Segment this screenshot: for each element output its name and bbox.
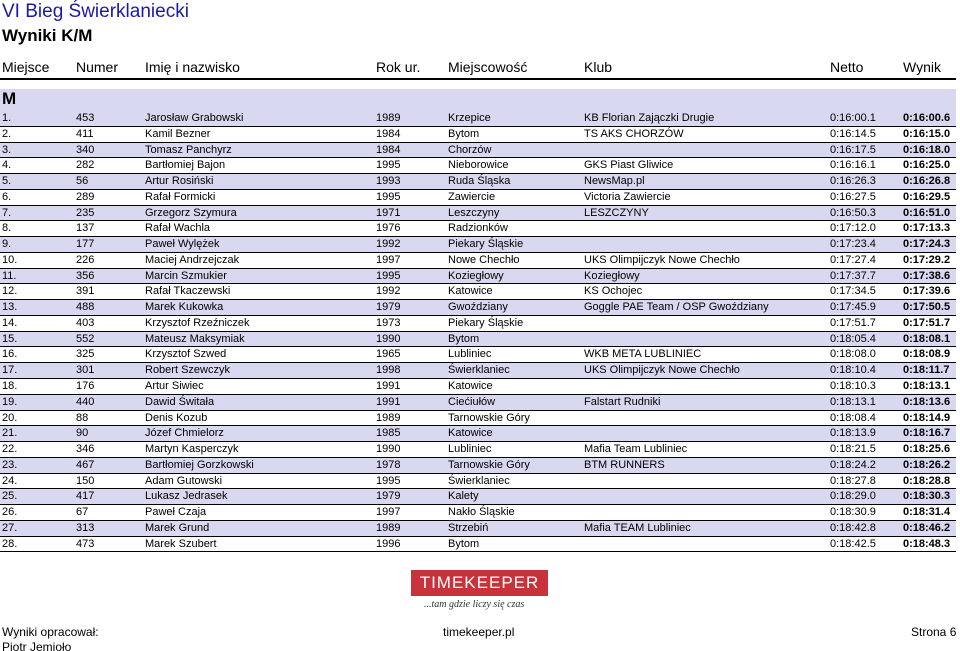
cell-netto: 0:16:17.5 (830, 143, 876, 156)
cell-place: 27. (2, 521, 18, 534)
cell-year: 1990 (376, 443, 401, 456)
cell-club: Mafia TEAM Lubliniec (584, 521, 691, 534)
cell-result: 0:17:38.6 (903, 269, 951, 282)
cell-city: Świerklaniec (448, 474, 510, 487)
cell-place: 18. (2, 380, 18, 393)
footer-site-link[interactable]: timekeeper.pl (443, 625, 515, 639)
cell-netto: 0:18:30.9 (830, 506, 876, 519)
cell-place: 16. (2, 348, 18, 361)
cell-netto: 0:17:51.7 (830, 316, 876, 329)
cell-place: 24. (2, 474, 18, 487)
header-divider (0, 78, 956, 80)
page-title: VI Bieg Świerklaniecki (2, 1, 189, 22)
cell-number: 391 (76, 285, 95, 298)
table-row (0, 474, 956, 490)
cell-number: 56 (76, 175, 89, 188)
table-row (0, 363, 956, 379)
cell-number: 313 (76, 521, 95, 534)
cell-city: Świerklaniec (448, 364, 510, 377)
table-row (0, 284, 956, 300)
cell-netto: 0:18:42.8 (830, 521, 876, 534)
cell-netto: 0:17:12.0 (830, 222, 876, 235)
cell-city: Chorzów (448, 143, 492, 156)
cell-result: 0:17:51.7 (903, 316, 951, 329)
cell-netto: 0:17:23.4 (830, 238, 876, 251)
cell-club: KB Florian Zajączki Drugie (584, 112, 715, 124)
table-row (0, 442, 956, 458)
cell-city: Katowice (448, 380, 493, 393)
cell-result: 0:18:11.7 (903, 364, 950, 377)
table-row (0, 395, 956, 411)
cell-place: 4. (2, 159, 12, 172)
cell-city: Leszczyny (448, 206, 500, 219)
cell-netto: 0:18:08.0 (830, 348, 876, 361)
cell-netto: 0:18:21.5 (830, 443, 876, 456)
logo-tagline: ...tam gdzie liczy się czas (424, 599, 525, 610)
cell-place: 28. (2, 537, 18, 550)
table-row (0, 158, 956, 174)
cell-name: Denis Kozub (145, 411, 208, 424)
cell-city: Tarnowskie Góry (448, 458, 530, 471)
cell-place: 15. (2, 332, 18, 345)
col-header-year: Rok ur. (376, 59, 421, 75)
cell-place: 12. (2, 285, 18, 298)
cell-place: 19. (2, 395, 18, 408)
cell-number: 346 (76, 443, 95, 456)
cell-place: 3. (2, 143, 12, 156)
cell-netto: 0:18:05.4 (830, 332, 876, 345)
table-row (0, 347, 956, 363)
cell-number: 403 (76, 316, 95, 329)
cell-city: Piekary Śląskie (448, 238, 524, 251)
cell-result: 0:17:39.6 (903, 285, 951, 298)
cell-netto: 0:18:10.4 (830, 364, 876, 377)
cell-number: 177 (76, 238, 95, 251)
cell-name: Paweł Czaja (145, 506, 207, 519)
col-header-netto: Netto (830, 59, 864, 75)
cell-city: Koziegłowy (448, 269, 504, 282)
cell-name: Józef Chmielorz (145, 427, 224, 440)
cell-club: NewsMap.pl (584, 175, 645, 188)
cell-city: Kalety (448, 490, 479, 503)
col-header-club: Klub (584, 59, 613, 75)
cell-netto: 0:16:50.3 (830, 206, 876, 219)
cell-club: Victoria Zawiercie (584, 190, 671, 203)
cell-number: 417 (76, 490, 95, 503)
table-row (0, 206, 956, 222)
cell-result: 0:16:26.8 (903, 175, 951, 188)
results-table (0, 111, 956, 552)
cell-number: 67 (76, 506, 89, 519)
cell-number: 282 (76, 159, 95, 172)
cell-year: 1965 (376, 348, 401, 361)
cell-city: Katowice (448, 427, 493, 440)
cell-city: Ciećiułów (448, 395, 496, 408)
cell-result: 0:18:46.2 (903, 521, 951, 534)
cell-number: 137 (76, 222, 95, 235)
cell-year: 1973 (376, 316, 401, 329)
col-header-city: Miejscowość (448, 59, 528, 75)
cell-result: 0:18:14.9 (903, 411, 951, 424)
table-row (0, 300, 956, 316)
table-row (0, 411, 956, 427)
cell-city: Katowice (448, 285, 493, 298)
table-row (0, 111, 956, 127)
cell-year: 1991 (376, 380, 401, 393)
cell-year: 1995 (376, 190, 401, 203)
cell-place: 7. (2, 206, 12, 219)
cell-place: 10. (2, 253, 18, 266)
cell-name: Jarosław Grabowski (145, 112, 244, 124)
cell-number: 88 (76, 411, 89, 424)
cell-city: Nieborowice (448, 159, 509, 172)
cell-number: 473 (76, 537, 95, 550)
col-header-name: Imię i nazwisko (145, 59, 240, 75)
cell-year: 1992 (376, 285, 401, 298)
cell-result: 0:17:24.3 (903, 238, 951, 251)
cell-result: 0:18:08.1 (903, 332, 951, 345)
cell-year: 1993 (376, 175, 401, 188)
table-row (0, 253, 956, 269)
cell-year: 1997 (376, 253, 401, 266)
cell-result: 0:16:25.0 (903, 159, 951, 172)
table-row (0, 143, 956, 159)
cell-place: 25. (2, 490, 18, 503)
cell-year: 1979 (376, 301, 401, 314)
cell-year: 1996 (376, 537, 401, 550)
cell-name: Robert Szewczyk (145, 364, 230, 377)
cell-number: 340 (76, 143, 95, 156)
cell-club: Falstart Rudniki (584, 395, 661, 408)
cell-year: 1971 (376, 206, 401, 219)
table-row (0, 174, 956, 190)
cell-city: Bytom (448, 127, 480, 140)
cell-result: 0:18:25.6 (903, 443, 951, 456)
cell-netto: 0:18:13.9 (830, 427, 876, 440)
footer-author: Piotr Jemioło (2, 640, 72, 651)
cell-city: Bytom (448, 537, 480, 550)
cell-city: Strzebiń (448, 521, 489, 534)
cell-year: 1992 (376, 238, 401, 251)
cell-year: 1984 (376, 143, 401, 156)
cell-result: 0:18:48.3 (903, 537, 951, 550)
cell-name: Adam Gutowski (145, 474, 223, 487)
cell-place: 8. (2, 222, 12, 235)
table-row (0, 505, 956, 521)
cell-result: 0:18:13.1 (903, 380, 951, 393)
cell-number: 176 (76, 380, 95, 393)
cell-number: 235 (76, 206, 95, 219)
cell-number: 226 (76, 253, 95, 266)
cell-year: 1995 (376, 474, 401, 487)
cell-year: 1991 (376, 395, 401, 408)
cell-club: UKS Olimpijczyk Nowe Chechło (584, 364, 740, 377)
cell-number: 150 (76, 474, 95, 487)
cell-name: Marek Kukowka (145, 301, 224, 314)
cell-name: Tomasz Panchyrz (145, 143, 232, 156)
cell-city: Nowe Chechło (448, 253, 520, 266)
cell-year: 1979 (376, 490, 401, 503)
cell-city: Ruda Śląska (448, 175, 511, 188)
cell-year: 1997 (376, 506, 401, 519)
cell-number: 552 (76, 332, 95, 345)
cell-number: 440 (76, 395, 95, 408)
cell-result: 0:18:30.3 (903, 490, 951, 503)
cell-netto: 0:17:45.9 (830, 301, 876, 314)
cell-club: TS AKS CHORZÓW (584, 127, 684, 140)
table-row (0, 237, 956, 253)
cell-name: Mateusz Maksymiak (145, 332, 245, 345)
timekeeper-logo: TIMEKEEPER (411, 570, 548, 596)
cell-city: Krzepice (448, 112, 491, 124)
table-row (0, 332, 956, 348)
cell-place: 6. (2, 190, 12, 203)
col-header-place: Miejsce (2, 59, 50, 75)
cell-place: 20. (2, 411, 18, 424)
cell-netto: 0:16:00.1 (830, 112, 876, 124)
cell-result: 0:16:29.5 (903, 190, 951, 203)
cell-number: 488 (76, 301, 95, 314)
table-row (0, 379, 956, 395)
table-row (0, 537, 956, 553)
cell-name: Artur Siwiec (145, 380, 204, 393)
cell-city: Piekary Śląskie (448, 316, 524, 329)
cell-name: Krzysztof Rzeźniczek (145, 316, 250, 329)
cell-place: 26. (2, 506, 18, 519)
cell-result: 0:16:51.0 (903, 206, 951, 219)
cell-name: Marcin Szmukier (145, 269, 227, 282)
group-band (0, 89, 956, 111)
cell-number: 325 (76, 348, 95, 361)
cell-city: Lubliniec (448, 348, 492, 361)
cell-result: 0:18:16.7 (903, 427, 951, 440)
cell-year: 1995 (376, 269, 401, 282)
group-label: M (2, 89, 17, 108)
table-row (0, 127, 956, 143)
footer-page-number: Strona 6 (911, 625, 957, 639)
cell-city: Lubliniec (448, 443, 492, 456)
page-subtitle: Wyniki K/M (2, 26, 93, 45)
cell-year: 1995 (376, 159, 401, 172)
cell-city: Nakło Śląskie (448, 506, 515, 519)
cell-year: 1976 (376, 222, 401, 235)
cell-netto: 0:17:37.7 (830, 269, 876, 282)
cell-name: Maciej Andrzejczak (145, 253, 240, 266)
col-header-number: Numer (76, 59, 119, 75)
table-row (0, 269, 956, 285)
cell-name: Bartłomiej Bajon (145, 159, 226, 172)
cell-number: 289 (76, 190, 95, 203)
cell-club: Goggle PAE Team / OSP Gwoździany (584, 301, 769, 314)
cell-number: 356 (76, 269, 95, 282)
cell-city: Radzionków (448, 222, 508, 235)
cell-year: 1990 (376, 332, 401, 345)
cell-netto: 0:16:16.1 (830, 159, 876, 172)
cell-result: 0:16:00.6 (903, 112, 951, 124)
cell-netto: 0:18:10.3 (830, 380, 876, 393)
col-header-result: Wynik (903, 59, 941, 75)
cell-result: 0:18:13.6 (903, 395, 951, 408)
cell-result: 0:16:15.0 (903, 127, 951, 140)
cell-name: Dawid Świtała (145, 395, 215, 408)
cell-netto: 0:18:27.8 (830, 474, 876, 487)
cell-name: Krzysztof Szwed (145, 348, 227, 361)
cell-name: Marek Szubert (145, 537, 217, 550)
table-row (0, 458, 956, 474)
table-row (0, 521, 956, 537)
cell-result: 0:18:26.2 (903, 458, 951, 471)
cell-place: 23. (2, 458, 18, 471)
table-row (0, 316, 956, 332)
cell-club: GKS Piast Gliwice (584, 159, 674, 172)
cell-club: UKS Olimpijczyk Nowe Chechło (584, 253, 740, 266)
cell-place: 22. (2, 443, 18, 456)
cell-result: 0:18:31.4 (903, 506, 951, 519)
cell-name: Martyn Kasperczyk (145, 443, 239, 456)
cell-netto: 0:18:24.2 (830, 458, 876, 471)
cell-name: Artur Rosiński (145, 175, 214, 188)
cell-number: 453 (76, 112, 95, 124)
cell-name: Bartłomiej Gorzkowski (145, 458, 254, 471)
cell-name: Kamil Bezner (145, 127, 211, 140)
cell-city: Zawiercie (448, 190, 496, 203)
cell-name: Marek Grund (145, 521, 210, 534)
cell-year: 1989 (376, 521, 401, 534)
cell-name: Rafał Tkaczewski (145, 285, 231, 298)
cell-year: 1984 (376, 127, 401, 140)
cell-netto: 0:17:27.4 (830, 253, 876, 266)
table-row (0, 489, 956, 505)
cell-place: 2. (2, 127, 12, 140)
cell-netto: 0:16:27.5 (830, 190, 876, 203)
cell-netto: 0:18:29.0 (830, 490, 876, 503)
cell-result: 0:16:18.0 (903, 143, 951, 156)
cell-number: 301 (76, 364, 95, 377)
cell-result: 0:17:13.3 (903, 222, 951, 235)
cell-netto: 0:18:42.5 (830, 537, 876, 550)
cell-number: 467 (76, 458, 95, 471)
cell-netto: 0:16:26.3 (830, 175, 876, 188)
cell-name: Grzegorz Szymura (145, 206, 237, 219)
cell-club: WKB META LUBLINIEC (584, 348, 702, 361)
cell-name: Lukasz Jedrasek (145, 490, 228, 503)
cell-place: 14. (2, 316, 18, 329)
cell-result: 0:18:08.9 (903, 348, 951, 361)
cell-city: Gwoździany (448, 301, 508, 314)
cell-place: 21. (2, 427, 18, 440)
cell-netto: 0:17:34.5 (830, 285, 876, 298)
cell-place: 11. (2, 269, 17, 282)
cell-name: Paweł Wylężek (145, 238, 220, 251)
table-row (0, 190, 956, 206)
table-row (0, 221, 956, 237)
cell-club: Mafia Team Lubliniec (584, 443, 688, 456)
cell-netto: 0:18:13.1 (830, 395, 876, 408)
cell-club: KS Ochojec (584, 285, 643, 298)
cell-place: 5. (2, 175, 12, 188)
cell-year: 1989 (376, 112, 401, 124)
cell-place: 13. (2, 301, 18, 314)
cell-place: 1. (2, 112, 12, 124)
cell-year: 1998 (376, 364, 401, 377)
cell-result: 0:18:28.8 (903, 474, 951, 487)
cell-year: 1978 (376, 458, 401, 471)
footer-prepared-label: Wyniki opracował: (2, 625, 99, 639)
cell-club: Koziegłowy (584, 269, 640, 282)
cell-year: 1989 (376, 411, 401, 424)
cell-city: Tarnowskie Góry (448, 411, 530, 424)
cell-number: 90 (76, 427, 89, 440)
cell-club: LESZCZYNY (584, 206, 649, 219)
cell-name: Rafał Formicki (145, 190, 216, 203)
cell-city: Bytom (448, 332, 480, 345)
cell-place: 17. (2, 364, 18, 377)
cell-result: 0:17:50.5 (903, 301, 951, 314)
cell-result: 0:17:29.2 (903, 253, 951, 266)
cell-year: 1985 (376, 427, 401, 440)
cell-netto: 0:16:14.5 (830, 127, 876, 140)
cell-place: 9. (2, 238, 12, 251)
table-row (0, 426, 956, 442)
cell-netto: 0:18:08.4 (830, 411, 876, 424)
cell-club: BTM RUNNERS (584, 458, 665, 471)
cell-name: Rafał Wachla (145, 222, 211, 235)
cell-number: 411 (76, 127, 94, 140)
